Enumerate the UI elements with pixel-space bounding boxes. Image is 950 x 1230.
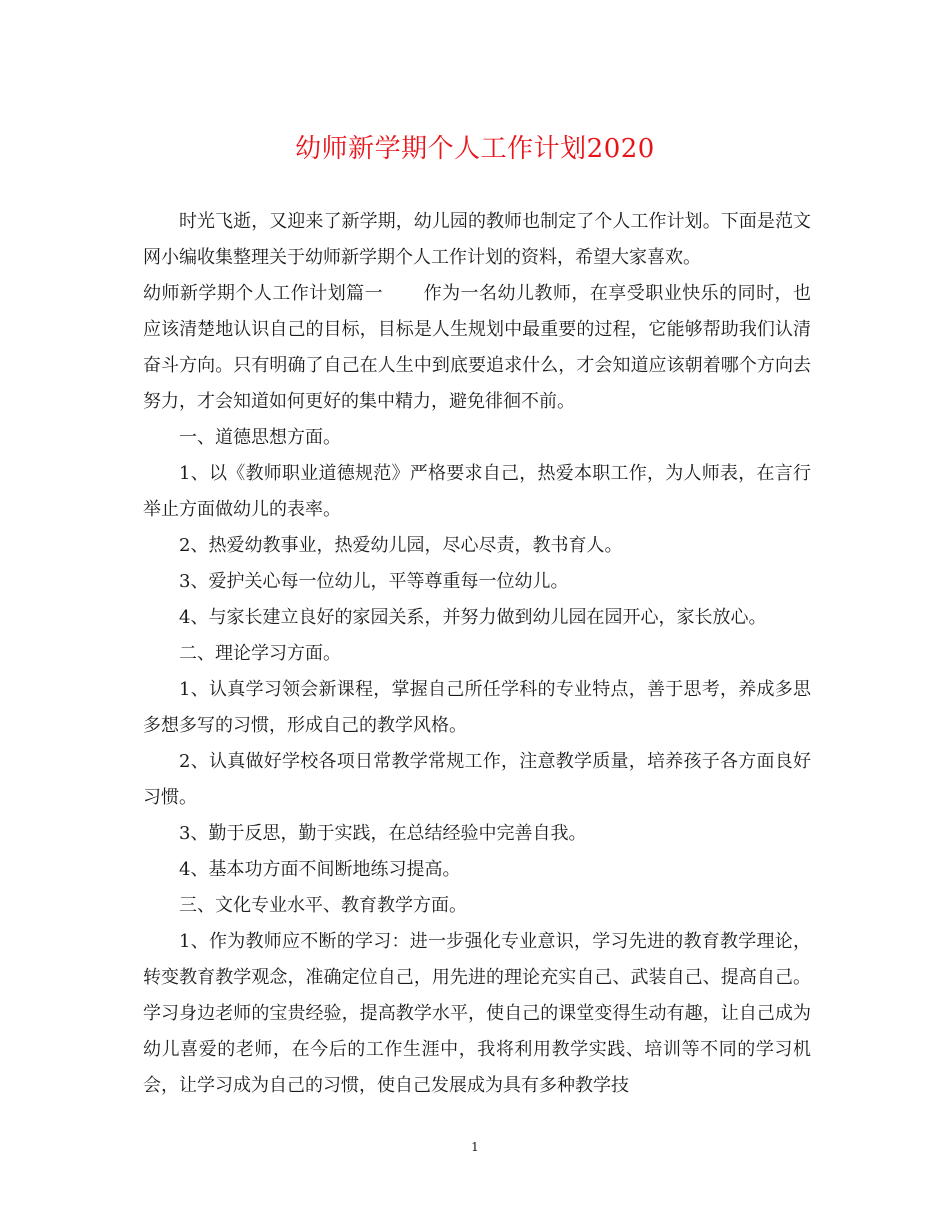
paragraph: 3、爱护关心每一位幼儿，平等尊重每一位幼儿。 (179, 571, 569, 592)
page-number: 1 (471, 1140, 479, 1154)
paragraph: 2、认真做好学校各项日常教学常规工作，注意教学质量，培养孩子各方面良好习惯。 (143, 751, 811, 808)
paragraph: 4、与家长建立良好的家园关系，并努力做到幼儿园在园开心，家长放心。 (179, 607, 767, 628)
section-lead: 作为一名幼儿教师，在享受职业快乐的同时，也应该清楚地认识自己的目标，目标是人生规划中最重要的过程，它能够帮助我们认清奋斗方向。只有明确了自己在人生中到底要追求什么，才会知道应该朝着哪个方向去努力，才会知道如何更好的集中精力，避免徘徊不前。 (143, 283, 812, 412)
paragraph: 1、以《教师职业道德规范》严格要求自己，热爱本职工作，为人师表，在言行举止方面做幼儿的表率。 (143, 463, 811, 520)
paragraph: 4、基本功方面不间断地练习提高。 (179, 859, 461, 880)
intro-paragraph: 时光飞逝，又迎来了新学期，幼儿园的教师也制定了个人工作计划。下面是范文网小编收集整理关于幼师新学期个人工作计划的资料，希望大家喜欢。 (143, 211, 811, 268)
paragraph: 1、认真学习领会新课程，掌握自己所任学科的专业特点，善于思考，养成多思多想多写的习惯，形成自己的教学风格。 (143, 679, 811, 736)
paragraph: 2、热爱幼教事业，热爱幼儿园，尽心尽责，教书育人。 (179, 535, 623, 556)
paragraph: 一、道德思想方面。 (179, 427, 341, 448)
section-heading: 幼师新学期个人工作计划篇一 (143, 283, 384, 304)
paragraph: 3、勤于反思，勤于实践，在总结经验中完善自我。 (179, 823, 587, 844)
section-heading-paragraph (143, 276, 811, 420)
paragraph: 三、文化专业水平、教育教学方面。 (179, 895, 467, 916)
document-title: 幼师新学期个人工作计划2020 (295, 134, 655, 164)
paragraph: 二、理论学习方面。 (179, 643, 341, 664)
paragraph: 1、作为教师应不断的学习：进一步强化专业意识，学习先进的教育教学理论，转变教育教学观念，准确定位自己，用先进的理论充实自己、武装自己、提高自己。学习身边老师的宝贵经验，提高教学水平，使自己的课堂变得生动有趣，让自己成为幼儿喜爱的老师，在今后的工作生涯中，我将利用教学实践、培训等不同的学习机会，让学习成为自己的习惯，使自己发展成为具有多种教学技 (143, 931, 811, 1096)
document-body (143, 204, 811, 1104)
